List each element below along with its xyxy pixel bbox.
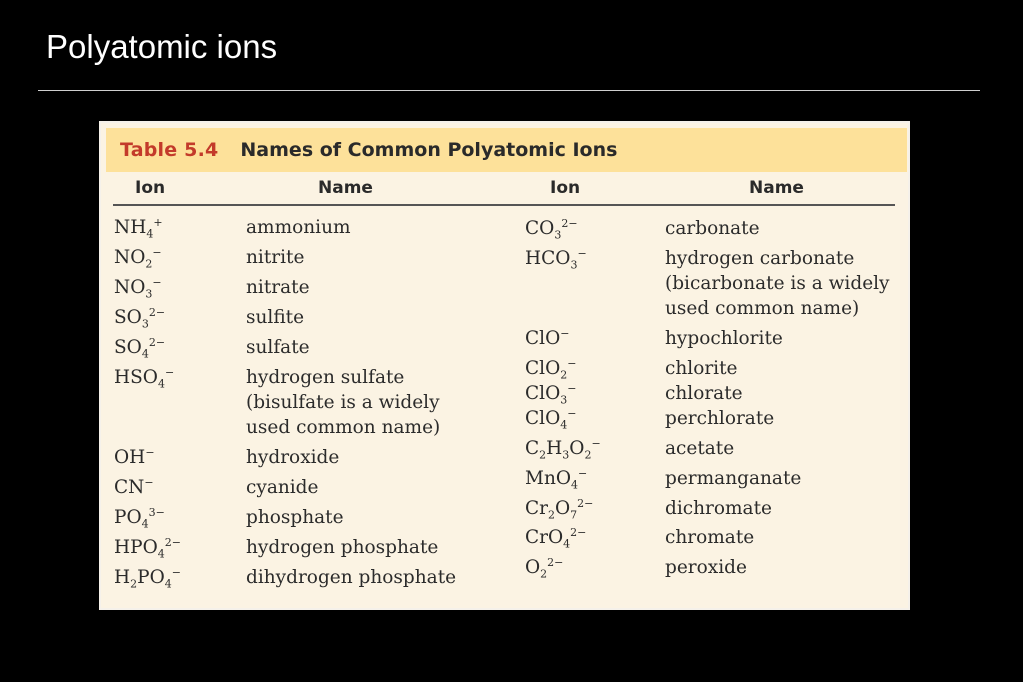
header-name-right: Name	[749, 178, 804, 198]
ion-formula: $NH_4^+$	[114, 215, 163, 241]
ion-name: hydrogen phosphate	[246, 537, 439, 558]
header-ion-left: Ion	[135, 178, 166, 198]
ion-formula: ClO$_2$−	[525, 356, 577, 382]
ion-formula: $HSO_4^-$	[114, 365, 175, 391]
ion-name: perchlorate	[665, 408, 775, 429]
polyatomic-ions-table	[99, 121, 910, 610]
ion-name: chromate	[665, 527, 755, 548]
ion-name: permanganate	[665, 468, 802, 489]
header-name-left: Name	[318, 178, 373, 198]
slide-title: Polyatomic ions	[46, 28, 278, 65]
ion-name: chlorite	[665, 358, 738, 379]
ion-formula: $PO_4^{3-}$	[114, 505, 165, 531]
ion-formula: MnO$_4$−	[525, 466, 588, 492]
header-rule	[113, 204, 895, 206]
ion-formula: $HCO_3^-$	[525, 246, 587, 272]
ion-name: hydrogen carbonate	[665, 248, 855, 269]
ion-name: nitrate	[246, 277, 310, 298]
ion-formula: $NO_3^-$	[114, 275, 162, 301]
ion-name: (bicarbonate is a widely	[665, 273, 890, 294]
ion-name: hypochlorite	[665, 328, 783, 349]
table-caption-band	[106, 128, 907, 172]
ion-formula: ClO$_3$−	[525, 381, 577, 407]
ion-formula: $SO_3^{2-}$	[114, 305, 166, 331]
ion-name: peroxide	[665, 557, 747, 578]
ion-name: chlorate	[665, 383, 743, 404]
ion-name: phosphate	[246, 507, 344, 528]
ion-formula: $C_2H_3O_2^-$	[525, 436, 601, 462]
ion-formula: $H_2PO_4^-$	[114, 565, 181, 591]
table-caption-title: Names of Common Polyatomic Ions	[240, 139, 618, 161]
ion-formula: $CO_3^{2-}$	[525, 216, 578, 242]
ion-formula: $O_2^{2-}$	[525, 555, 564, 581]
ion-name: ammonium	[246, 217, 351, 238]
ion-formula: $NO_2^-$	[114, 245, 162, 271]
ion-name: hydroxide	[246, 447, 340, 468]
ion-name: (bisulfate is a widely	[246, 392, 440, 413]
ion-name: sulfate	[246, 337, 310, 358]
ion-name: hydrogen sulfate	[246, 367, 405, 388]
ion-name: nitrite	[246, 247, 305, 268]
ion-formula: ClO$_4$−	[525, 406, 577, 432]
ion-name: used common name)	[665, 298, 860, 319]
ion-formula: CN−	[114, 475, 154, 498]
ion-formula: OH−	[114, 445, 155, 468]
title-divider	[38, 90, 980, 91]
ion-formula: $Cr_2O_7^{2-}$	[525, 496, 594, 522]
ion-name: used common name)	[246, 417, 441, 438]
header-ion-right: Ion	[550, 178, 581, 198]
ion-name: acetate	[665, 438, 735, 459]
table-caption-number: Table 5.4	[120, 139, 219, 161]
ion-name: dihydrogen phosphate	[246, 567, 457, 588]
ion-formula: ClO−	[525, 326, 570, 349]
ion-formula: CrO$_4^{2-}$	[525, 525, 587, 551]
ion-name: sulfite	[246, 307, 305, 328]
ion-formula: $HPO_4^{2-}$	[114, 535, 181, 561]
ion-name: dichromate	[665, 498, 772, 519]
ion-name: carbonate	[665, 218, 760, 239]
ion-name: cyanide	[246, 477, 319, 498]
ion-formula: $SO_4^{2-}$	[114, 335, 166, 361]
